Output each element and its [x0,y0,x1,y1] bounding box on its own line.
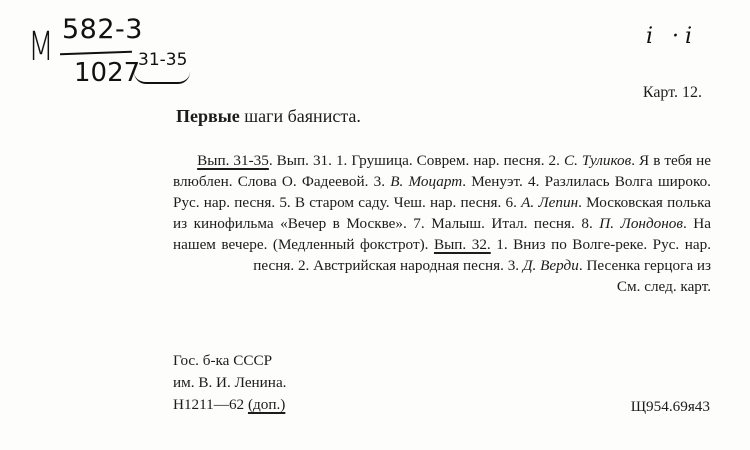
composer-name: Д. Верди [522,257,579,274]
call-number-top: 582-3 [62,14,143,45]
library-line: им. В. И. Ленина. [173,374,287,391]
call-number-divider [60,51,132,56]
book-title [176,106,361,127]
contents-part: . Песенка герцога из [578,257,711,274]
contents-part: . Московская полька из кинофильма «Вечер в Москве». 7. Малыш. Итал. песня. 8. [173,194,711,232]
call-number-bottom: 1027 [74,58,141,88]
library-line: Гос. б-ка СССР [173,352,273,369]
corner-handwritten-mark: i ·i [645,24,698,49]
continued-note: См. след. карт. [616,278,711,295]
composer-name: П. Лондонов [599,215,683,232]
code-prefix: Н1211—62 [173,396,248,413]
title-bold: Первые [176,106,240,126]
call-number-issues: 31-35 [138,50,188,70]
card-number: Карт. 12. [642,84,702,101]
document-code [173,394,286,416]
title-rest: шаги баяниста. [239,106,361,126]
contents-part: 1. Вниз по Волге-реке. Рус. нар. песня. 2. Австрийская народная песня. 3. [253,236,711,274]
contents-part: . Вып. 31. 1. Грушица. Соврем. нар. песня. 2. [268,152,564,169]
library-stamp [173,350,286,416]
issues-reference: Вып. 31-35 [197,152,269,169]
composer-name: С. Туликов [563,152,632,169]
composer-name: А. Лепин [521,194,579,211]
issue-reference: Вып. 32. [433,236,491,253]
contents-part: . Менуэт. 4. Разлилась Волга широко. Рус. нар. песня. 5. В старом саду. Чеш. нар. песня. 6. [173,173,711,211]
code-suffix: (доп.) [247,396,286,413]
call-number-letter: М [28,24,54,70]
contents-description [173,150,711,297]
contents-part: . На нашем вечере. (Медленный фокстрот). [173,215,711,253]
classification-code: Щ954.69я43 [630,398,710,415]
handwritten-underline [134,72,190,84]
composer-name: В. Моцарт [390,173,463,190]
contents-part: . Я в тебя не влюблен. Слова О. Фадеевой. 3. [173,152,711,190]
